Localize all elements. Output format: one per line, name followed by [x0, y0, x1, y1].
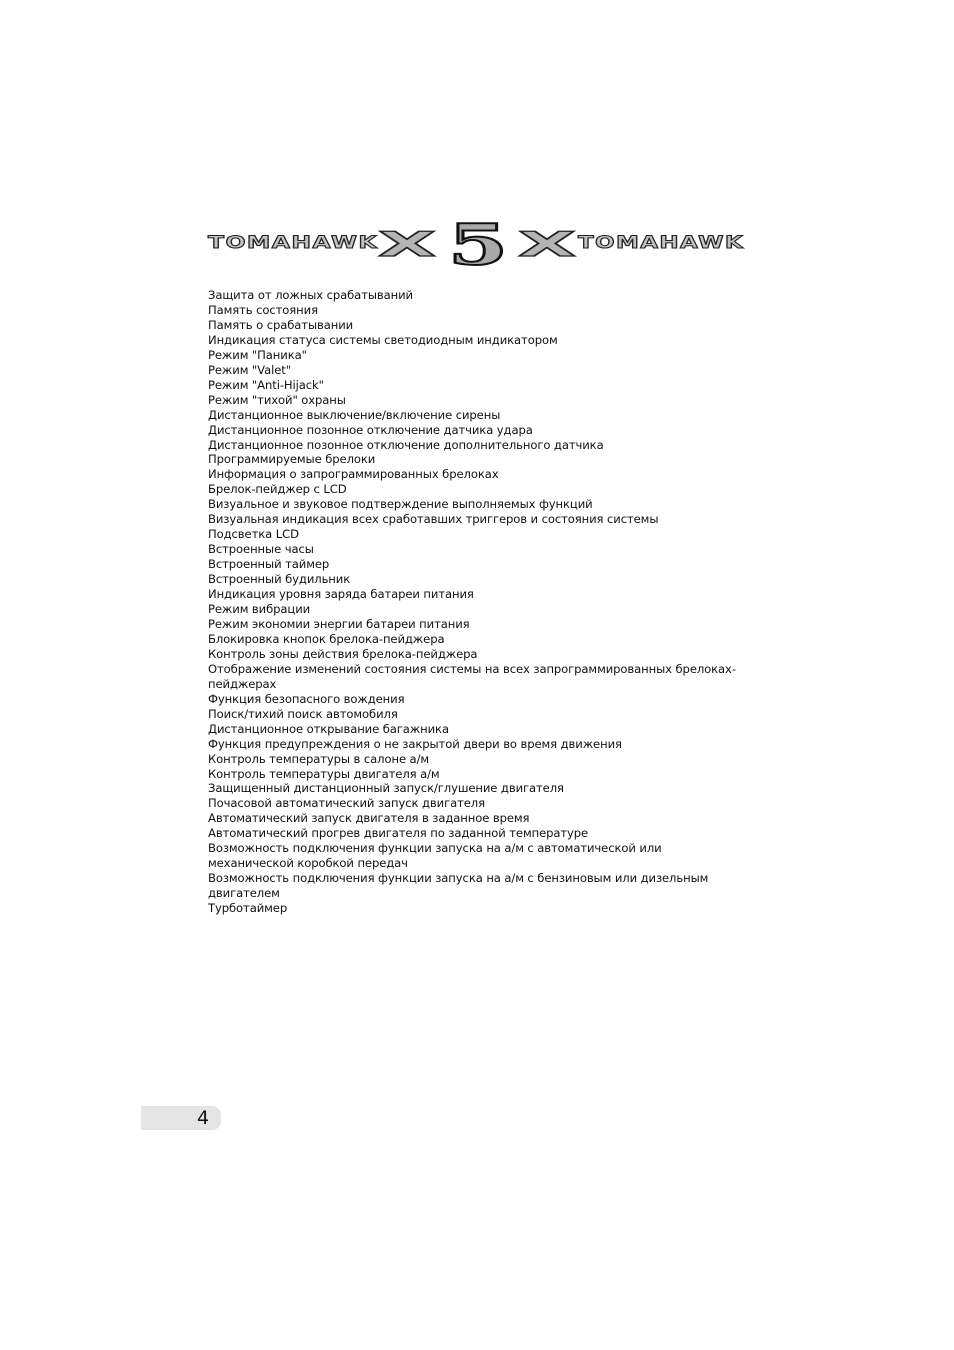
feature-item: Встроенный будильник: [208, 572, 351, 587]
feature-item: Турботаймер: [208, 901, 288, 916]
feature-item: Контроль температуры двигателя а/м: [208, 766, 440, 781]
feature-item: Отображение изменений состояния системы на всех запрограммированных брелоках-пейджерах: [208, 661, 736, 691]
feature-item: Автоматический запуск двигателя в заданное время: [208, 811, 530, 826]
feature-item: Индикация уровня заряда батареи питания: [208, 587, 474, 602]
feature-item: Встроенный таймер: [208, 557, 330, 572]
logo-model-number: 5: [448, 216, 508, 268]
feature-item: Память о срабатывании: [208, 317, 354, 332]
feature-item: Дистанционное позонное отключение датчика удара: [208, 422, 533, 437]
feature-item: Поиск/тихий поиск автомобиля: [208, 706, 398, 721]
logo-brand-right: TOMAHAWK: [578, 233, 744, 253]
feature-item: Информация о запрограммированных брелоках: [208, 467, 499, 482]
feature-item: Индикация статуса системы светодиодным индикатором: [208, 332, 558, 347]
feature-item: Визуальная индикация всех сработавших триггеров и состояния системы: [208, 512, 659, 527]
feature-item: Брелок-пейджер с LCD: [208, 482, 347, 497]
feature-item: Дистанционное выключение/включение сирены: [208, 407, 501, 422]
page-number: 4: [141, 1106, 221, 1130]
feature-item: Функция предупреждения о не закрытой двери во время движения: [208, 736, 622, 751]
feature-item: Режим "Паника": [208, 347, 307, 362]
feature-item: Программируемые брелоки: [208, 452, 376, 467]
feature-item: Дистанционное позонное отключение дополнительного датчика: [208, 437, 604, 452]
logo-x-right: X: [518, 225, 576, 265]
tomahawk-x5-logo: [206, 216, 748, 268]
feature-list: [208, 288, 748, 916]
feature-item: Возможность подключения функции запуска на а/м с автоматической или механической коробкой передач: [208, 841, 662, 871]
feature-item: Функция безопасного вождения: [208, 691, 405, 706]
feature-item: Защита от ложных срабатываний: [208, 288, 413, 302]
feature-item: Режим вибрации: [208, 602, 311, 617]
feature-item: Почасовой автоматический запуск двигателя: [208, 796, 485, 811]
feature-item: Режим "тихой" охраны: [208, 392, 346, 407]
feature-item: Дистанционное открывание багажника: [208, 721, 449, 736]
feature-item: Режим "Valet": [208, 362, 291, 377]
logo-x-left: X: [378, 225, 436, 265]
feature-item: Режим экономии энергии батареи питания: [208, 616, 470, 631]
feature-item: Память состояния: [208, 302, 318, 317]
feature-item: Защищенный дистанционный запуск/глушение двигателя: [208, 781, 564, 796]
feature-item: Визуальное и звуковое подтверждение выполняемых функций: [208, 497, 593, 512]
feature-item: Режим "Anti-Hijack": [208, 377, 324, 392]
logo-brand-left: TOMAHAWK: [208, 233, 378, 253]
feature-item: Подсветка LCD: [208, 527, 299, 542]
feature-item: Встроенные часы: [208, 542, 314, 557]
feature-item: Автоматический прогрев двигателя по заданной температуре: [208, 826, 589, 841]
feature-item: Блокировка кнопок брелока-пейджера: [208, 631, 445, 646]
feature-item: Контроль температуры в салоне а/м: [208, 751, 430, 766]
feature-item: Контроль зоны действия брелока-пейджера: [208, 646, 478, 661]
feature-item: Возможность подключения функции запуска на а/м с бензиновым или дизельным двигателем: [208, 871, 709, 901]
